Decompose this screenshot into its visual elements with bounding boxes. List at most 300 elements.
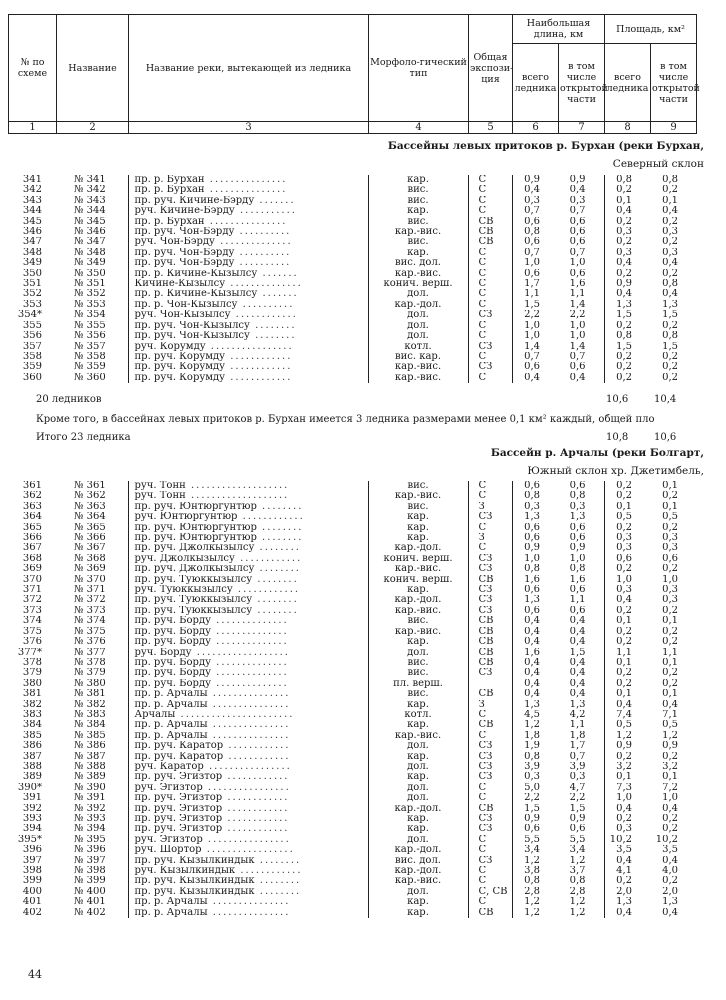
row-exposure: СВ (468, 227, 512, 237)
row-exposure: СВ (468, 217, 512, 227)
river-name-text: пр. руч. Юнтюргунтюр (134, 522, 257, 533)
table-row (8, 731, 696, 741)
table-row (8, 564, 696, 574)
table-row (8, 856, 696, 866)
row-area-whole: 0,1 (604, 502, 650, 512)
row-morph-type: дол. (368, 310, 468, 320)
row-glacier-name: № 370 (74, 574, 106, 585)
row-exposure: С (468, 289, 512, 299)
row-river-name (128, 752, 368, 762)
leader-dots: ........ (249, 320, 297, 331)
river-name-text: пр. р. Кичине-Кызылсу (134, 289, 258, 300)
row-glacier-name: № 394 (74, 824, 106, 835)
row-area-whole: 0,2 (604, 352, 650, 362)
row-exposure: СЗ (468, 585, 512, 595)
row-glacier-name: № 365 (74, 522, 106, 533)
row-exposure: СВ (468, 648, 512, 658)
row-length-whole: 0,9 (512, 175, 558, 185)
river-name-text: руч. Тонн (134, 481, 186, 491)
row-scheme-number: 371 (22, 585, 42, 596)
row-length-whole: 1,2 (512, 908, 558, 918)
row-length-whole: 0,6 (512, 533, 558, 543)
leader-dots: .......... (237, 299, 295, 310)
row-exposure (468, 679, 512, 689)
row-exposure: СВ (468, 627, 512, 637)
row-length-open: 2,8 (569, 886, 586, 897)
row-length-open: 0,4 (569, 185, 586, 196)
row-area-whole: 4,1 (604, 866, 650, 876)
row-length-open: 0,3 (569, 772, 586, 783)
row-length-open: 1,0 (569, 258, 586, 269)
row-exposure: С (468, 866, 512, 876)
leader-dots: ............... (207, 897, 291, 908)
row-length-whole: 1,0 (512, 321, 558, 331)
table-row (8, 595, 696, 605)
col-num: 4 (369, 122, 469, 134)
row-length-open: 0,4 (569, 626, 586, 637)
row-length-open: 3,4 (569, 845, 586, 856)
row-glacier-name: № 368 (74, 553, 106, 564)
row-river-name (128, 700, 368, 710)
row-length-whole: 0,4 (512, 637, 558, 647)
row-scheme-number: 365 (22, 522, 42, 533)
row-river-name (128, 217, 368, 227)
row-length-whole: 1,2 (512, 720, 558, 730)
row-river-name (128, 575, 368, 585)
row-scheme-number: 370 (22, 574, 42, 585)
row-area-open: 0,1 (662, 689, 678, 700)
table-row (8, 279, 696, 289)
row-scheme-number: 372 (22, 595, 42, 606)
leader-dots: ................ (202, 782, 291, 793)
row-exposure: С (468, 248, 512, 258)
table-row (8, 196, 696, 206)
row-length-open: 0,7 (569, 751, 586, 762)
row-length-whole: 1,2 (512, 856, 558, 866)
table-row (8, 772, 696, 782)
row-glacier-name: № 400 (74, 886, 106, 897)
row-scheme-number: 364 (22, 512, 42, 523)
row-morph-type: кар.-вис. (368, 731, 468, 741)
table-row (8, 876, 696, 886)
row-area-open: 1,0 (662, 574, 678, 585)
row-river-name (128, 720, 368, 730)
row-exposure: С (468, 279, 512, 289)
row-area-whole: 0,1 (604, 658, 650, 668)
row-length-open: 0,8 (569, 491, 586, 502)
row-river-name (128, 627, 368, 637)
table-row (8, 814, 696, 824)
table-row (8, 175, 696, 185)
leader-dots: ............ (234, 553, 303, 564)
row-exposure: С (468, 352, 512, 362)
row-glacier-name: № 358 (74, 351, 106, 362)
section2-title: Бассейн р. Арчалы (реки Болгарт, (490, 447, 704, 459)
row-scheme-number: 355 (22, 320, 42, 331)
leader-dots: ........ (252, 595, 299, 606)
river-name-text: руч. Тонн (134, 491, 186, 502)
row-length-whole: 0,3 (512, 502, 558, 512)
row-length-whole: 0,7 (512, 352, 558, 362)
row-glacier-name: № 376 (74, 637, 106, 648)
river-name-text: пр. руч. Чон-Бэрду (134, 227, 235, 238)
row-glacier-name: № 383 (74, 709, 106, 720)
row-exposure: С (468, 783, 512, 793)
row-morph-type: дол. (368, 762, 468, 772)
table-row (8, 585, 696, 595)
row-glacier-name: № 366 (74, 533, 106, 544)
row-exposure: СВ (468, 637, 512, 647)
col-num: 3 (129, 122, 369, 134)
table-row (8, 700, 696, 710)
leader-dots: ............ (230, 310, 298, 321)
row-length-open: 1,3 (569, 512, 586, 523)
river-name-text: пр. руч. Туюккызылсу (134, 574, 253, 585)
river-name-text: руч. Чон-Кызылсу (134, 310, 231, 321)
row-river-name (128, 248, 368, 258)
row-morph-type: пл. верш. (368, 679, 468, 689)
row-morph-type: кар. (368, 897, 468, 907)
table-row (8, 289, 696, 299)
row-river-name (128, 523, 368, 533)
row-area-whole: 0,4 (604, 908, 650, 918)
row-length-whole: 0,6 (512, 237, 558, 247)
table-row (8, 835, 696, 845)
row-glacier-name: № 352 (74, 289, 106, 300)
row-area-open: 0,2 (662, 372, 678, 383)
row-scheme-number: 352 (22, 289, 42, 300)
row-glacier-name: № 345 (74, 216, 106, 227)
row-exposure: С (468, 793, 512, 803)
leader-dots: .......... (234, 247, 292, 258)
row-area-open: 7,1 (662, 709, 678, 720)
row-morph-type: кар.-вис. (368, 269, 468, 279)
row-area-whole: 1,0 (604, 793, 650, 803)
row-length-open: 1,5 (569, 647, 586, 658)
row-length-open: 0,6 (569, 237, 586, 248)
table-row (8, 502, 696, 512)
section1-total-open: 10,6 (654, 432, 677, 443)
leader-dots: .......... (234, 227, 292, 238)
row-scheme-number: 360 (22, 372, 42, 383)
row-river-name (128, 731, 368, 741)
row-length-open: 1,2 (569, 907, 586, 918)
row-length-whole: 5,0 (512, 783, 558, 793)
row-morph-type: кар.-дол. (368, 866, 468, 876)
river-name-text: руч. Туюккызылсу (134, 585, 233, 596)
row-glacier-name: № 371 (74, 585, 106, 596)
row-area-open: 0,2 (662, 237, 678, 248)
header-no-scheme: № по схеме (9, 15, 57, 122)
row-area-whole: 0,1 (604, 772, 650, 782)
row-exposure: СЗ (468, 512, 512, 522)
row-area-whole: 1,2 (604, 731, 650, 741)
section1-note: Кроме того, в бассейнах левых притоков р. Бурхан имеется 3 ледника размерами менее 0,1 км² каждый, общей пло (36, 414, 655, 425)
row-length-whole: 0,8 (512, 491, 558, 501)
river-name-text: пр. руч. Кызылкиндык (134, 876, 255, 887)
row-exposure: СЗ (468, 606, 512, 616)
leader-dots: .............. (214, 237, 293, 248)
row-morph-type: конич. верш. (368, 279, 468, 289)
row-exposure: С, СВ (468, 887, 512, 897)
row-scheme-number: 374 (22, 616, 42, 627)
row-length-open: 0,9 (569, 814, 586, 824)
row-morph-type: кар. (368, 824, 468, 834)
row-area-open: 1,5 (662, 341, 678, 352)
row-morph-type: кар. (368, 720, 468, 730)
row-morph-type: кар.-вис. (368, 627, 468, 637)
row-morph-type: дол. (368, 835, 468, 845)
row-scheme-number: 377* (17, 647, 42, 658)
row-glacier-name: № 395 (74, 834, 106, 845)
row-glacier-name: № 390 (74, 782, 106, 793)
row-glacier-name: № 356 (74, 331, 106, 342)
row-area-open: 0,3 (662, 585, 678, 596)
row-length-whole: 0,4 (512, 668, 558, 678)
row-area-whole: 0,2 (604, 491, 650, 501)
row-length-open: 3,7 (569, 866, 586, 877)
row-exposure: СВ (468, 689, 512, 699)
row-glacier-name: № 350 (74, 268, 106, 279)
row-length-whole: 0,4 (512, 185, 558, 195)
row-river-name (128, 491, 368, 501)
row-scheme-number: 373 (22, 605, 42, 616)
row-glacier-name: № 357 (74, 341, 106, 352)
row-exposure: СВ (468, 237, 512, 247)
leader-dots: ............ (223, 751, 291, 762)
row-area-whole: 10,2 (604, 835, 650, 845)
row-morph-type: дол. (368, 783, 468, 793)
table-row (8, 300, 696, 310)
row-exposure: СВ (468, 908, 512, 918)
row-river-name (128, 185, 368, 195)
row-glacier-name: № 401 (74, 897, 106, 908)
river-name-text: пр. р. Арчалы (134, 689, 208, 700)
row-exposure: СЗ (468, 595, 512, 605)
row-length-whole: 1,6 (512, 575, 558, 585)
row-length-whole: 2,8 (512, 887, 558, 897)
row-scheme-number: 361 (22, 481, 42, 491)
row-area-open: 0,9 (662, 741, 678, 752)
col-num: 8 (605, 122, 651, 134)
row-scheme-number: 398 (22, 866, 42, 877)
river-name-text: пр. руч. Эгизтор (134, 814, 223, 824)
row-river-name (128, 845, 368, 855)
table-row (8, 627, 696, 637)
row-area-whole: 0,4 (604, 856, 650, 866)
row-scheme-number: 382 (22, 699, 42, 710)
row-area-whole: 3,2 (604, 762, 650, 772)
row-exposure: С (468, 331, 512, 341)
leader-dots: ............ (225, 351, 293, 362)
row-river-name (128, 793, 368, 803)
row-length-whole: 0,4 (512, 373, 558, 383)
row-river-name (128, 289, 368, 299)
row-river-name (128, 908, 368, 918)
col-num: 7 (559, 122, 605, 134)
row-length-open: 0,9 (569, 175, 586, 185)
row-morph-type: котл. (368, 710, 468, 720)
leader-dots: ................ (205, 341, 294, 352)
leader-dots: ............ (222, 793, 290, 804)
row-river-name (128, 554, 368, 564)
row-length-open: 1,3 (569, 699, 586, 710)
row-exposure: СВ (468, 804, 512, 814)
row-morph-type: вис. (368, 237, 468, 247)
row-river-name (128, 362, 368, 372)
row-length-whole: 0,6 (512, 523, 558, 533)
row-exposure: СЗ (468, 362, 512, 372)
row-exposure: С (468, 523, 512, 533)
row-length-whole: 4,5 (512, 710, 558, 720)
row-scheme-number: 378 (22, 657, 42, 668)
row-area-whole: 0,2 (604, 876, 650, 886)
row-area-open: 0,3 (662, 227, 678, 238)
river-name-text: пр. руч. Туюккызылсу (134, 595, 253, 606)
row-exposure: С (468, 731, 512, 741)
row-morph-type: кар. (368, 772, 468, 782)
row-scheme-number: 357 (22, 341, 42, 352)
row-length-whole: 1,5 (512, 804, 558, 814)
row-morph-type: вис. (368, 668, 468, 678)
row-glacier-name: № 341 (74, 175, 106, 185)
row-river-name (128, 331, 368, 341)
header-length-whole: всего ледника (513, 44, 559, 122)
row-exposure: С (468, 175, 512, 185)
row-area-open: 0,4 (662, 855, 678, 866)
row-area-whole: 0,1 (604, 616, 650, 626)
row-scheme-number: 349 (22, 258, 42, 269)
table-row (8, 793, 696, 803)
row-length-open: 0,8 (569, 564, 586, 575)
row-river-name (128, 783, 368, 793)
row-length-whole: 0,3 (512, 772, 558, 782)
river-name-text: руч. Кичине-Бэрду (134, 206, 235, 217)
row-river-name (128, 595, 368, 605)
row-scheme-number: 397 (22, 855, 42, 866)
row-river-name (128, 543, 368, 553)
row-length-whole: 0,8 (512, 227, 558, 237)
table-row (8, 637, 696, 647)
section1-subtotal-area: 10,6 (606, 394, 629, 405)
row-scheme-number: 393 (22, 814, 42, 824)
row-length-open: 1,5 (569, 803, 586, 814)
leader-dots: .............. (211, 668, 289, 679)
row-river-name (128, 616, 368, 626)
row-morph-type: кар. (368, 752, 468, 762)
row-morph-type: кар. (368, 533, 468, 543)
row-length-open: 1,1 (569, 595, 586, 606)
row-area-open: 3,5 (662, 845, 678, 856)
river-name-text: пр. руч. Эгизтор (134, 793, 223, 804)
row-length-whole: 2,2 (512, 310, 558, 320)
row-length-whole: 0,4 (512, 689, 558, 699)
row-scheme-number: 366 (22, 533, 42, 544)
river-name-text: пр. руч. Юнтюргунтюр (134, 533, 257, 544)
row-exposure: С (468, 835, 512, 845)
row-area-whole: 0,8 (604, 331, 650, 341)
row-length-open: 0,6 (569, 824, 586, 835)
leader-dots: ........ (254, 564, 301, 575)
col-num: 2 (57, 122, 129, 134)
table-row (8, 658, 696, 668)
row-length-open: 0,4 (569, 678, 586, 689)
header-exposure: Общая экспози-ция (469, 15, 513, 122)
river-name-text: руч. Эгизтор (134, 834, 203, 845)
table-row (8, 741, 696, 751)
row-scheme-number: 400 (22, 886, 42, 897)
row-scheme-number: 347 (22, 237, 42, 248)
row-length-open: 0,6 (569, 216, 586, 227)
row-area-open: 0,1 (662, 616, 678, 627)
row-length-open: 3,9 (569, 761, 586, 772)
row-exposure: СЗ (468, 772, 512, 782)
river-name-text: пр. руч. Джолкызылсу (134, 543, 255, 554)
table-row (8, 523, 696, 533)
row-area-whole: 1,0 (604, 575, 650, 585)
row-length-whole: 1,3 (512, 595, 558, 605)
row-length-open: 0,4 (569, 616, 586, 627)
row-area-open: 0,1 (662, 501, 678, 512)
row-area-open: 0,1 (662, 657, 678, 668)
row-morph-type: котл. (368, 342, 468, 352)
leader-dots: ........ (256, 533, 304, 544)
row-morph-type: дол. (368, 741, 468, 751)
row-river-name (128, 227, 368, 237)
row-river-name (128, 321, 368, 331)
row-length-open: 1,7 (569, 741, 586, 752)
row-length-whole: 0,6 (512, 585, 558, 595)
row-river-name (128, 866, 368, 876)
row-scheme-number: 362 (22, 491, 42, 502)
row-area-whole: 0,4 (604, 804, 650, 814)
river-name-text: пр. руч. Каратор (134, 741, 224, 752)
row-morph-type: вис. дол. (368, 856, 468, 866)
row-length-open: 4,2 (569, 709, 586, 720)
leader-dots: .............. (225, 279, 303, 290)
leader-dots: ............... (207, 730, 291, 741)
row-area-whole: 0,3 (604, 533, 650, 543)
row-glacier-name: № 382 (74, 699, 106, 710)
row-area-open: 1,1 (662, 647, 678, 658)
header-length-open: в том числе открытой части (559, 44, 605, 122)
row-length-whole: 0,7 (512, 248, 558, 258)
table-row (8, 352, 696, 362)
row-morph-type: кар.-дол. (368, 845, 468, 855)
row-exposure: С (468, 897, 512, 907)
row-length-whole: 3,9 (512, 762, 558, 772)
row-length-whole: 1,1 (512, 289, 558, 299)
section1-subtitle: Северный склон (612, 158, 704, 170)
row-scheme-number: 390* (17, 782, 42, 793)
row-area-whole: 0,3 (604, 543, 650, 553)
leader-dots: ................ (203, 761, 292, 772)
row-area-whole: 0,2 (604, 627, 650, 637)
leader-dots: ........ (254, 855, 302, 866)
row-scheme-number: 358 (22, 351, 42, 362)
row-length-whole: 1,5 (512, 300, 558, 310)
river-name-text: Арчалы (134, 709, 176, 720)
row-scheme-number: 387 (22, 751, 42, 762)
row-length-whole: 0,3 (512, 196, 558, 206)
row-glacier-name: № 348 (74, 247, 106, 258)
row-area-open: 0,2 (662, 351, 678, 362)
row-area-open: 0,1 (662, 481, 678, 491)
river-name-text: пр. руч. Борду (134, 657, 211, 668)
row-area-whole: 0,2 (604, 321, 650, 331)
row-length-whole: 1,4 (512, 342, 558, 352)
row-area-whole: 0,2 (604, 185, 650, 195)
